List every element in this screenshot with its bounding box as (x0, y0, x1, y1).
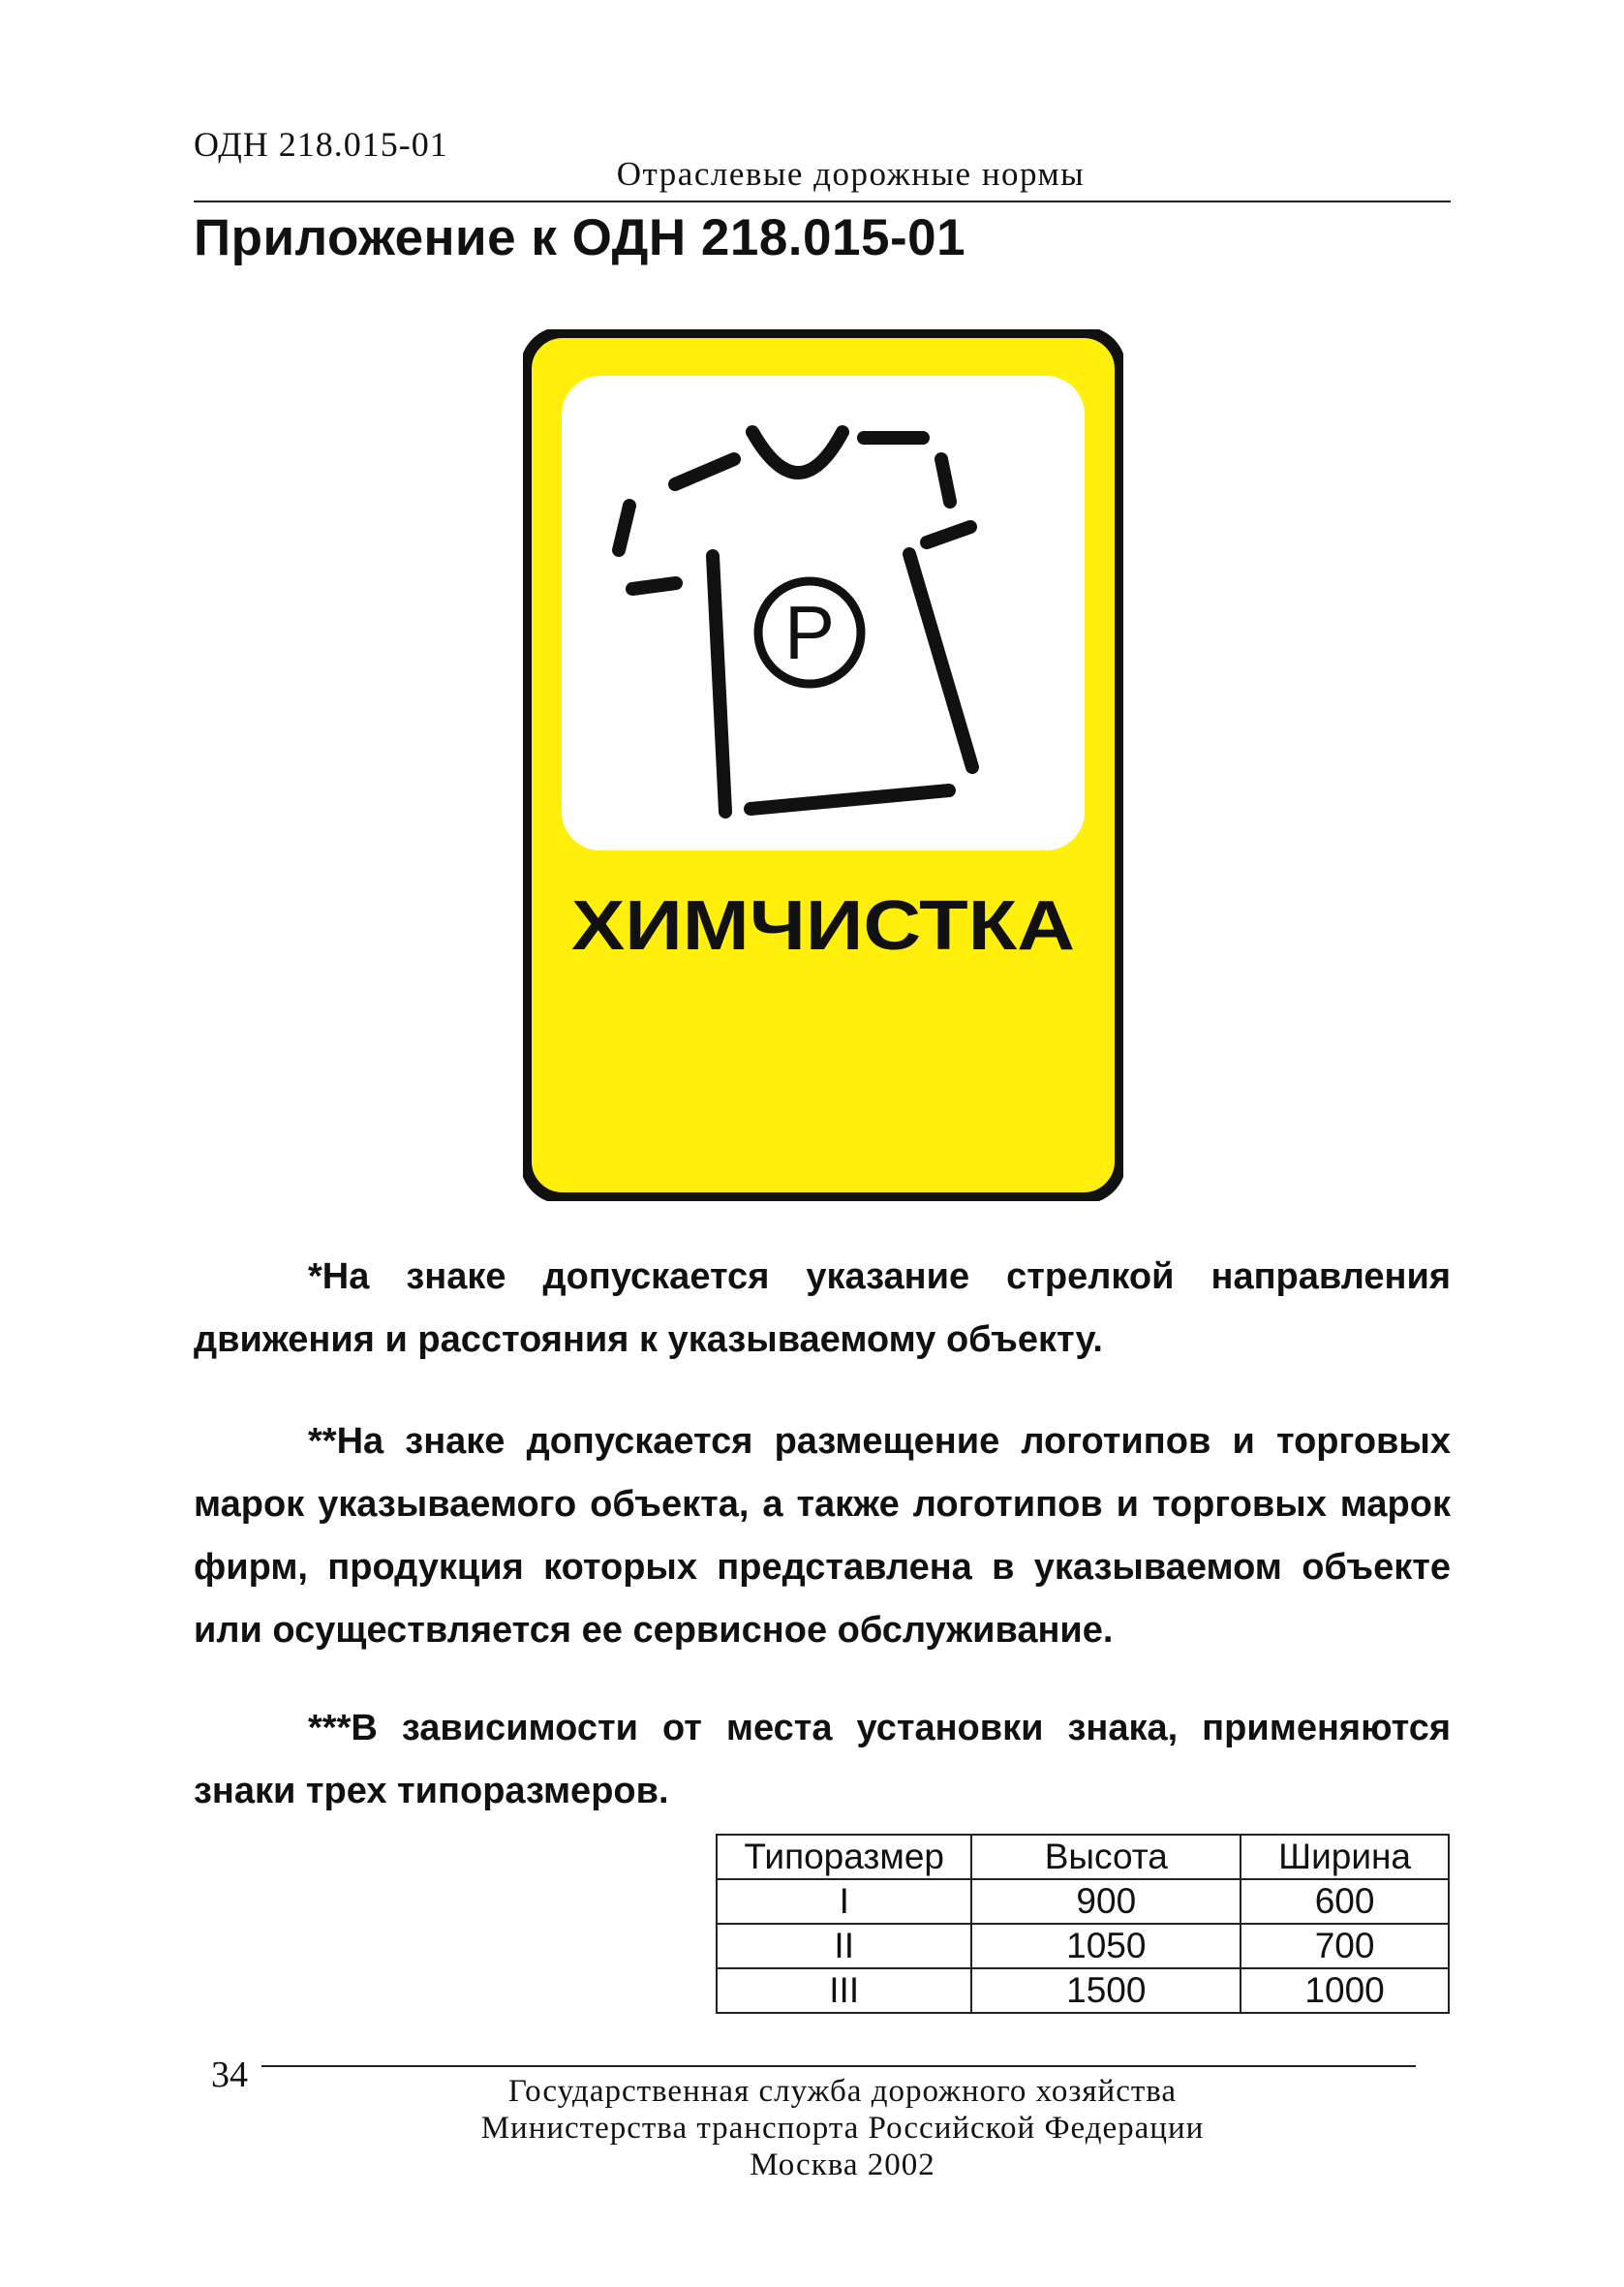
note-arrow-direction: *На знаке допускается указание стрелкой направления движения и расстояния к указываемому объекту. (194, 1256, 1451, 1360)
footer-line-city-year: Москва 2002 (750, 2148, 935, 2182)
table-cell-width: 600 (1241, 1879, 1449, 1924)
table-row (717, 1968, 1449, 2013)
table-cell-width: 700 (1241, 1924, 1449, 1968)
series-title: Отраслевые дорожные нормы (616, 155, 1086, 193)
dry-cleaning-sign (523, 329, 1123, 1201)
publisher-footer (358, 2073, 1327, 2183)
table-cell-height: 1050 (971, 1924, 1241, 1968)
header-divider (194, 201, 1451, 202)
table-cell-width: 1000 (1241, 1968, 1449, 2013)
sign-label: ХИМЧИСТКА (571, 887, 1075, 965)
sign-size-table (716, 1834, 1450, 2014)
footer-line-ministry: Министерства транспорта Российской Федерации (480, 2111, 1205, 2146)
column-header-height: Высота (971, 1835, 1241, 1879)
note-sign-sizes: ***В зависимости от места установки знака, применяются знаки трех типоразмеров. (194, 1708, 1451, 1811)
footer-line-agency: Государственная служба дорожного хозяйства (507, 2074, 1178, 2109)
sign-symbol: P (783, 590, 836, 675)
note-logos: **На знаке допускается размещение логотипов и торговых марок указываемого объекта, а также логотипов и торговых марок фирм, продукция которых представлена в указываемом объекте или осуществляется ее сервисное обслуживание. (194, 1421, 1451, 1651)
table-row (717, 1924, 1449, 1968)
table-header-row (717, 1835, 1449, 1879)
page-number: 34 (211, 2055, 248, 2095)
footer-divider (261, 2065, 1416, 2067)
table-row (717, 1879, 1449, 1924)
table-cell-size-type: II (717, 1924, 971, 1968)
column-header-width: Ширина (1241, 1835, 1449, 1879)
document-code: ОДН 218.015-01 (194, 125, 448, 164)
appendix-title: Приложение к ОДН 218.015-01 (194, 209, 966, 266)
table-cell-height: 1500 (971, 1968, 1241, 2013)
table-cell-size-type: I (717, 1879, 971, 1924)
column-header-size-type: Типоразмер (717, 1835, 971, 1879)
table-cell-size-type: III (717, 1968, 971, 2013)
table-cell-height: 900 (971, 1879, 1241, 1924)
